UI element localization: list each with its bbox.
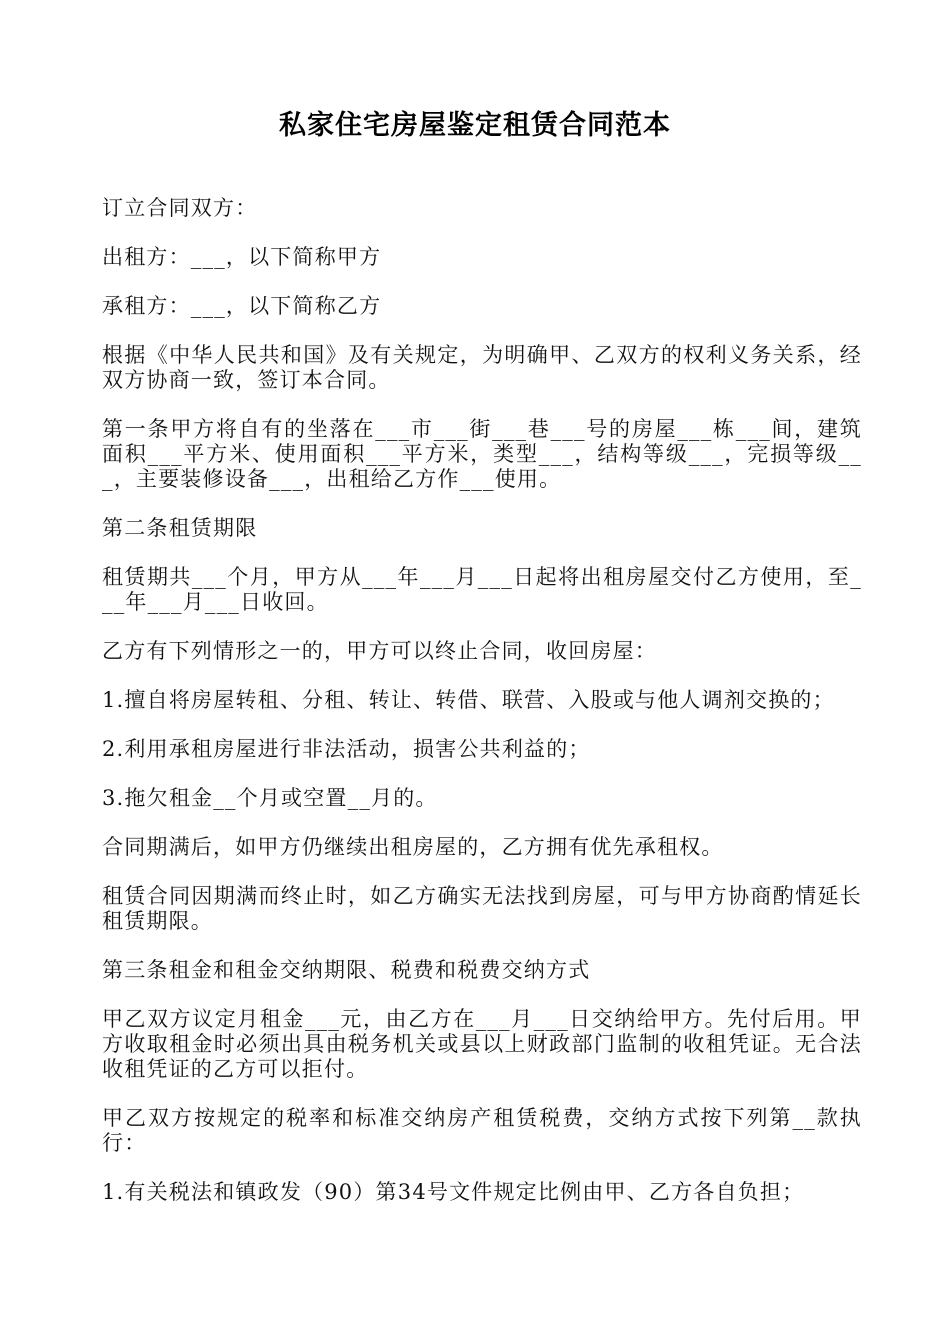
- paragraph-termination-conditions: 乙方有下列情形之一的，甲方可以终止合同，收回房屋：: [102, 639, 657, 663]
- document-body: [102, 196, 862, 1229]
- paragraph-lessor: 出租方：___，以下简称甲方: [102, 245, 382, 269]
- paragraph-tax-payment: 甲乙双方按规定的税率和标准交纳房产租赁税费，交纳方式按下列第__款执行：: [102, 1106, 862, 1155]
- document-title: 私家住宅房屋鉴定租赁合同范本: [279, 110, 671, 141]
- paragraph-condition-3: 3.拖欠租金__个月或空置__月的。: [102, 786, 438, 810]
- paragraph-renewal-priority: 合同期满后，如甲方仍继续出租房屋的，乙方拥有优先承租权。: [102, 835, 724, 859]
- paragraph-parties-heading: 订立合同双方：: [102, 196, 258, 220]
- paragraph-rent-payment: 甲乙双方议定月租金___元，由乙方在___月___日交纳给甲方。先付后用。甲方收取租金时必须出具由税务机关或县以上财政部门监制的收租凭证。无合法收租凭证的乙方可以拒付。: [102, 1007, 862, 1081]
- paragraph-condition-1: 1.擅自将房屋转租、分租、转让、转借、联营、入股或与他人调剂交换的；: [102, 688, 835, 712]
- paragraph-article-3-heading: 第三条租金和租金交纳期限、税费和税费交纳方式: [102, 958, 591, 982]
- paragraph-extension: 租赁合同因期满而终止时，如乙方确实无法找到房屋，可与甲方协商酌情延长租赁期限。: [102, 884, 862, 933]
- paragraph-tax-item-1: 1.有关税法和镇政发（90）第34号文件规定比例由甲、乙方各自负担；: [102, 1180, 805, 1204]
- paragraph-preamble: 根据《中华人民共和国》及有关规定，为明确甲、乙双方的权利义务关系，经双方协商一致，签订本合同。: [102, 343, 862, 392]
- paragraph-condition-2: 2.利用承租房屋进行非法活动，损害公共利益的；: [102, 737, 591, 761]
- paragraph-article-1: 第一条甲方将自有的坐落在___市___街___巷___号的房屋___栋___间，建筑面积___平方米、使用面积___平方米，类型___，结构等级___，完损等级___，主要装修设备___，出租给乙方作___使用。: [102, 417, 862, 491]
- paragraph-lessee: 承租方：___，以下简称乙方: [102, 294, 382, 318]
- paragraph-lease-term: 租赁期共___个月，甲方从___年___月___日起将出租房屋交付乙方使用，至___年___月___日收回。: [102, 565, 862, 614]
- paragraph-article-2-heading: 第二条租赁期限: [102, 516, 258, 540]
